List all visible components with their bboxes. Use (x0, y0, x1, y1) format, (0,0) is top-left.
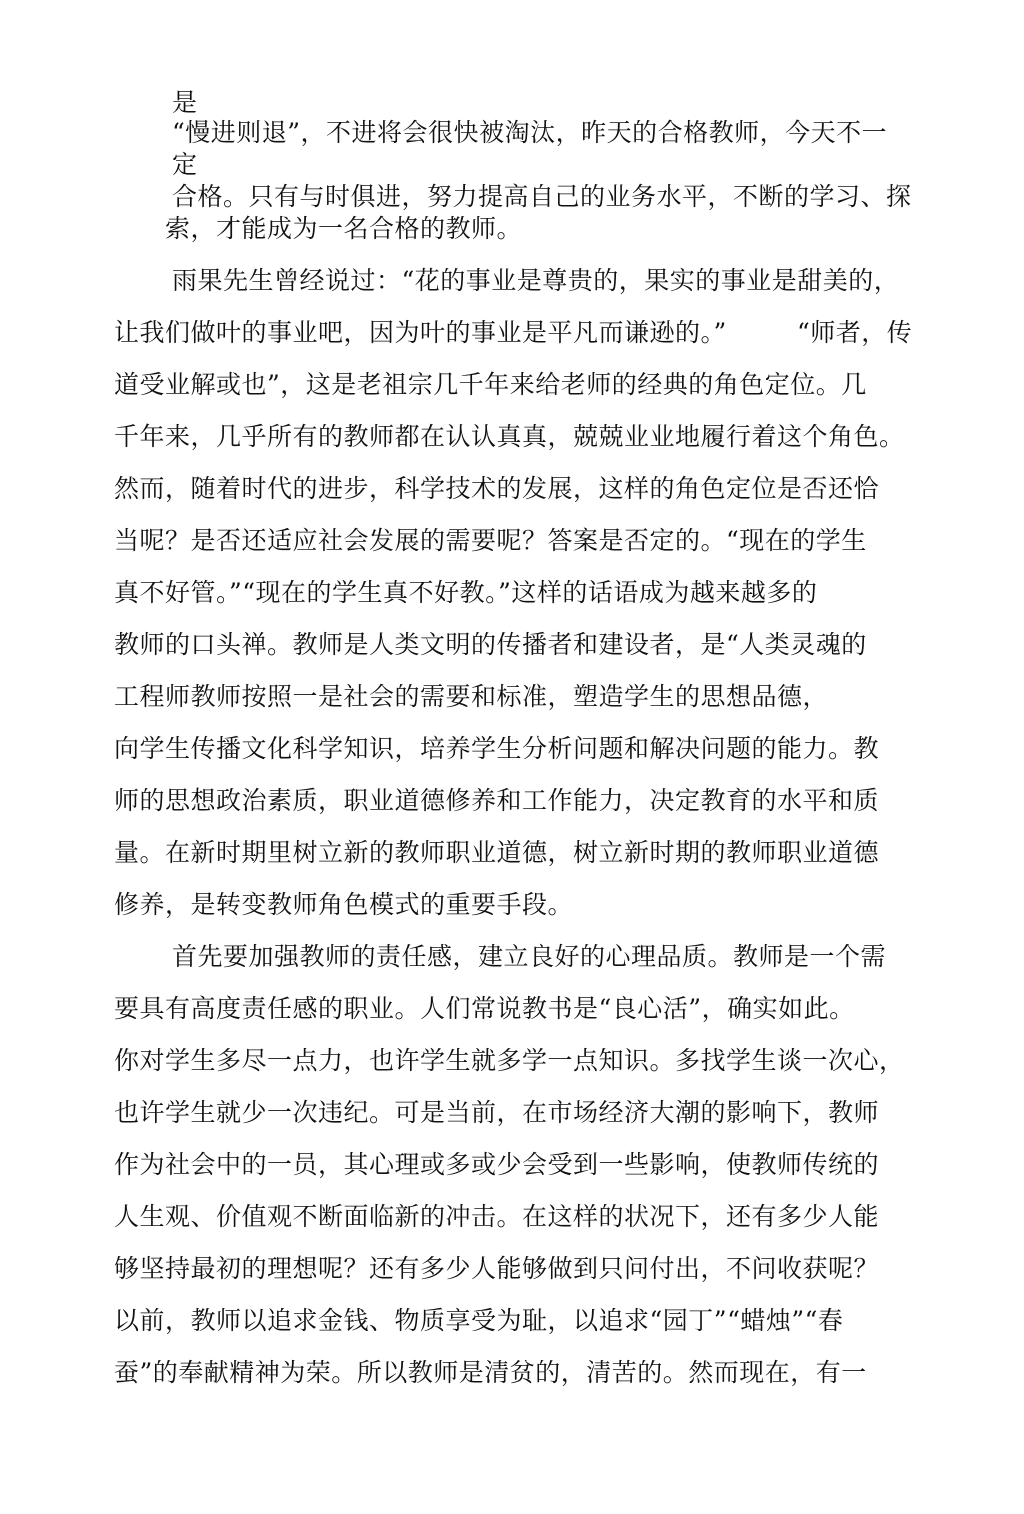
paragraph-first-line: 雨果先生曾经说过：“花的事业是尊贵的，果实的事业是甜美的， (172, 266, 900, 295)
text-line: 合格。只有与时俱进，努力提高自己的业务水平，不断的学习、探 (172, 182, 912, 211)
text-line: 量。在新时期里树立新的教师职业道德，树立新时期的教师职业道德 (114, 838, 880, 867)
text-line: 要具有高度责任感的职业。人们常说教书是“良心活”，确实如此。 (114, 994, 855, 1023)
text-line: 你对学生多尽一点力，也许学生就多学一点知识。多找学生谈一次心， (114, 1046, 905, 1075)
text-line: 让我们做叶的事业吧，因为叶的事业是平凡而谦逊的。” (114, 318, 727, 347)
text-line: 教师的口头禅。教师是人类文明的传播者和建设者，是“人类灵魂的 (114, 630, 867, 659)
text-line: 也许学生就少一次违纪。可是当前，在市场经济大潮的影响下，教师 (114, 1098, 880, 1127)
text-line: 索，才能成为一名合格的教师。 (165, 214, 523, 243)
text-line: 人生观、价值观不断面临新的冲击。在这样的状况下，还有多少人能 (114, 1202, 880, 1231)
text-line: 向学生传播文化科学知识，培养学生分析问题和解决问题的能力。教 (114, 734, 880, 763)
text-line: 然而，随着时代的进步，科学技术的发展，这样的角色定位是否还恰 (114, 474, 880, 503)
text-line: 道受业解或也”，这是老祖宗几千年来给老师的经典的角色定位。几 (114, 370, 867, 399)
text-line: 作为社会中的一员，其心理或多或少会受到一些影响，使教师传统的 (114, 1150, 880, 1179)
text-line: 是 (172, 88, 198, 117)
text-line: “慢进则退”，不进将会很快被淘汰，昨天的合格教师，今天不一 (172, 118, 888, 147)
text-line: 以前，教师以追求金钱、物质享受为耻，以追求“园丁”“蜡烛”“春 (114, 1306, 844, 1335)
text-line: 定 (172, 150, 198, 179)
paragraph-first-line: 首先要加强教师的责任感，建立良好的心理品质。教师是一个需 (172, 942, 887, 971)
text-line: “师者，传 (797, 318, 913, 347)
text-line: 师的思想政治素质，职业道德修养和工作能力，决定教育的水平和质 (114, 786, 880, 815)
text-line: 工程师教师按照一是社会的需要和标准，塑造学生的思想品德， (114, 682, 829, 711)
text-line: 够坚持最初的理想呢？还有多少人能够做到只问付出，不问收获呢？ (114, 1254, 880, 1283)
text-line: 千年来，几乎所有的教师都在认认真真，兢兢业业地履行着这个角色。 (114, 422, 905, 451)
text-line: 蚕”的奉献精神为荣。所以教师是清贫的，清苦的。然而现在，有一 (114, 1358, 867, 1387)
text-line: 真不好管。”“现在的学生真不好教。”这样的话语成为越来越多的 (114, 578, 818, 607)
text-line: 修养，是转变教师角色模式的重要手段。 (114, 890, 574, 919)
text-line: 当呢？是否还适应社会发展的需要呢？答案是否定的。“现在的学生 (114, 526, 867, 555)
